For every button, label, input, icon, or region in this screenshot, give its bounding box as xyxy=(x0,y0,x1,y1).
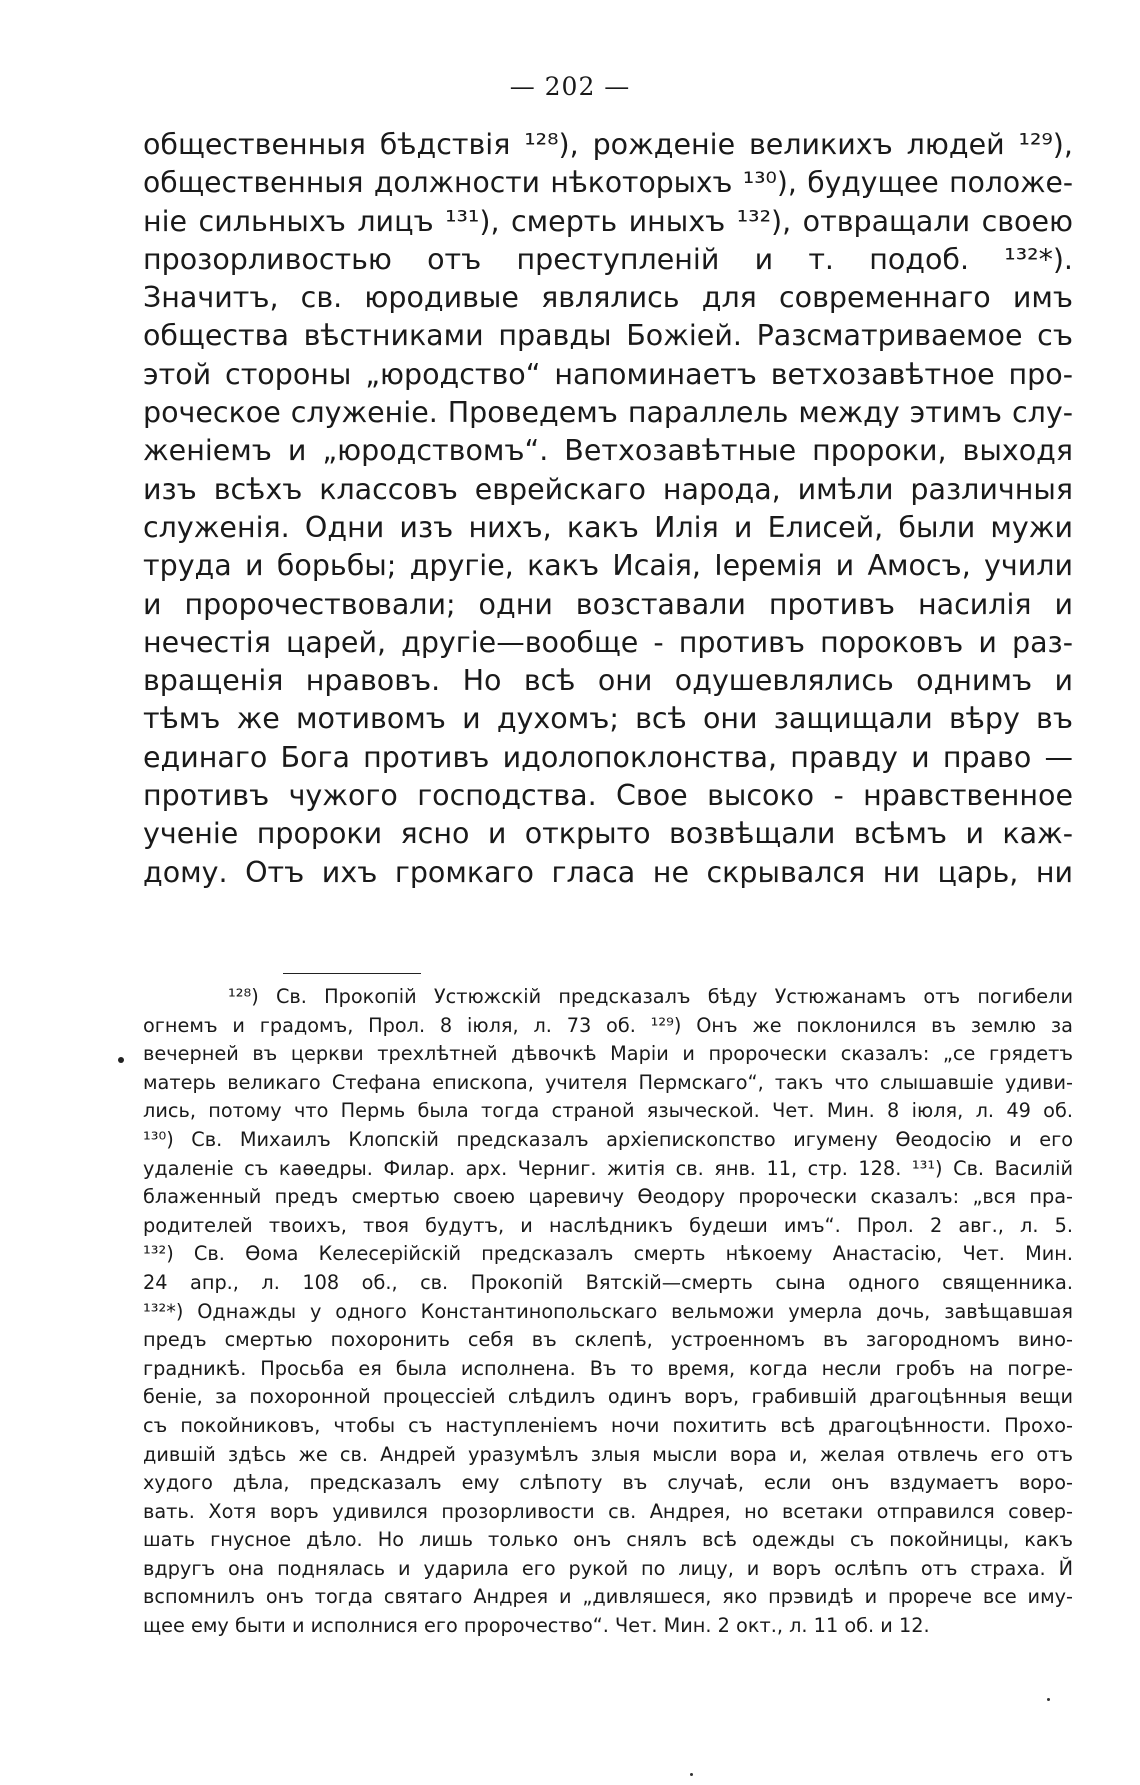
footnote-line: 24 апр., л. 108 об., св. Прокопій Вятскій—смерть сына одного священника. xyxy=(143,1270,1073,1294)
main-text-line: Значитъ, св. юродивые являлись для современнаго имъ xyxy=(143,281,1073,315)
paper-speck xyxy=(690,1773,693,1776)
footnote-line: предъ смертью похоронить себя въ склепѣ, устроенномъ въ загородномъ вино- xyxy=(143,1328,1073,1352)
footnote-line: ¹³²) Св. Ѳома Келесерійскій предсказалъ смерть нѣкоему Анастасію, Чет. Мин. xyxy=(143,1242,1073,1266)
paper-speck xyxy=(1047,1698,1050,1701)
footnote-line: щее ему быти и исполнися его пророчество“. Чет. Мин. 2 окт., л. 11 об. и 12. xyxy=(143,1614,930,1638)
main-text-line: и пророчествовали; одни возставали противъ насилія и xyxy=(143,587,1073,621)
main-text-line: ученіе пророки ясно и открыто возвѣщали всѣмъ и каж- xyxy=(143,817,1073,851)
main-text-line: женіемъ и „юродствомъ“. Ветхозавѣтные пророки, выходя xyxy=(143,434,1073,468)
footnote-line: вдругъ она поднялась и ударила его рукой по лицу, и воръ ослѣпъ отъ страха. Й xyxy=(143,1556,1073,1580)
footnote-line: вать. Хотя воръ удивился прозорливости св. Андрея, но всетаки отправился совер- xyxy=(143,1499,1073,1523)
footnote-line: лись, потому что Пермь была тогда страной языческой. Чет. Мин. 8 іюля, л. 49 об. xyxy=(143,1099,1073,1123)
main-text-line: прозорливостью отъ преступленій и т. подоб. ¹³²*). xyxy=(143,242,1073,276)
main-text-line: ніе сильныхъ лицъ ¹³¹), смерть иныхъ ¹³²), отвращали своею xyxy=(143,204,1073,238)
footnote-line: шать гнусное дѣло. Но лишь только онъ снялъ всѣ одежды съ покойницы, какъ xyxy=(143,1528,1073,1552)
margin-mark xyxy=(118,1057,124,1063)
main-text-line: противъ чужого господства. Свое высоко - нравственное xyxy=(143,779,1073,813)
page-number: — 202 — xyxy=(509,72,631,101)
main-text-line: этой стороны „юродство“ напоминаетъ ветхозавѣтное про- xyxy=(143,357,1073,391)
footnote-line: блаженный предъ смертью своею царевичу Ѳеодору пророчески сказалъ: „вся пра- xyxy=(143,1185,1073,1209)
footnotes-block xyxy=(143,983,1073,1641)
main-text-line: дому. Отъ ихъ громкаго гласа не скрывался ни царь, ни xyxy=(143,855,1073,889)
footnote-line: съ покойниковъ, чтобы съ наступленіемъ ночи похитить всѣ драгоцѣнности. Прохо- xyxy=(143,1413,1073,1437)
footnote-line: худого дѣла, предсказалъ ему слѣпоту въ случаѣ, если онъ вздумаетъ воро- xyxy=(143,1471,1073,1495)
footnote-line: вспомнилъ онъ тогда святаго Андрея и „дивляшеся, яко прэвидѣ и прорече все иму- xyxy=(143,1585,1073,1609)
main-text-line: общественныя бѣдствія ¹²⁸), рожденіе великихъ людей ¹²⁹), xyxy=(143,128,1073,161)
main-text-line: изъ всѣхъ классовъ еврейскаго народа, имѣли различныя xyxy=(143,472,1073,506)
footnote-separator xyxy=(283,973,421,974)
main-text-line: служенія. Одни изъ нихъ, какъ Илія и Елисей, были мужи xyxy=(143,510,1073,544)
main-text-line: тѣмъ же мотивомъ и духомъ; всѣ они защищали вѣру въ xyxy=(143,702,1073,736)
footnote-line: ¹²⁸) Св. Прокопій Устюжскій предсказалъ бѣду Устюжанамъ отъ погибели xyxy=(228,985,1073,1008)
main-text-line: единаго Бога противъ идолопоклонства, правду и право — xyxy=(143,740,1073,774)
footnote-line: родителей твоихъ, твоя будутъ, и наслѣдникъ будеши имъ“. Прол. 2 авг., л. 5. xyxy=(143,1213,1073,1237)
footnote-line: ¹³²*) Однажды у одного Константинопольскаго вельможи умерла дочь, завѣщавшая xyxy=(143,1299,1073,1323)
footnote-line: огнемъ и градомъ, Прол. 8 іюля, л. 73 об. ¹²⁹) Онъ же поклонился въ землю за xyxy=(143,1013,1073,1037)
footnote-line: вечерней въ церкви трехлѣтней дѣвочкѣ Маріи и пророчески сказалъ: „се грядетъ xyxy=(143,1042,1073,1066)
footnote-line: градникѣ. Просьба ея была исполнена. Въ то время, когда несли гробъ на погре- xyxy=(143,1356,1073,1380)
main-text-line: роческое служеніе. Проведемъ параллель между этимъ слу- xyxy=(143,396,1073,430)
footnote-line: дившій здѣсь же св. Андрей уразумѣлъ злыя мысли вора и, желая отвлечь его отъ xyxy=(143,1442,1073,1466)
main-text-line: труда и борьбы; другіе, какъ Исаія, Іеремія и Амосъ, учили xyxy=(143,549,1073,583)
footnote-line: ¹³⁰) Св. Михаилъ Клопскій предсказалъ архіепископство игумену Ѳеодосію и его xyxy=(143,1127,1073,1151)
main-text-line: нечестія царей, другіе—вообще - противъ пороковъ и раз- xyxy=(143,625,1073,659)
footnote-line: матерь великаго Стефана епископа, учителя Пермскаго“, такъ что слышавшіе удиви- xyxy=(143,1070,1073,1094)
footnote-line: удаленіе съ каѳедры. Филар. арх. Черниг. житія св. янв. 11, стр. 128. ¹³¹) Св. Василій xyxy=(143,1156,1073,1180)
main-text-line: общественныя должности нѣкоторыхъ ¹³⁰), будущее положе- xyxy=(143,166,1073,200)
main-text-line: вращенія нравовъ. Но всѣ они одушевлялись однимъ и xyxy=(143,664,1073,698)
main-text-body xyxy=(143,126,1073,892)
footnote-line: беніе, за похоронной процессіей слѣдилъ одинъ воръ, грабившій драгоцѣнныя вещи xyxy=(143,1385,1073,1409)
main-text-line: общества вѣстниками правды Божіей. Разсматриваемое съ xyxy=(143,319,1073,353)
